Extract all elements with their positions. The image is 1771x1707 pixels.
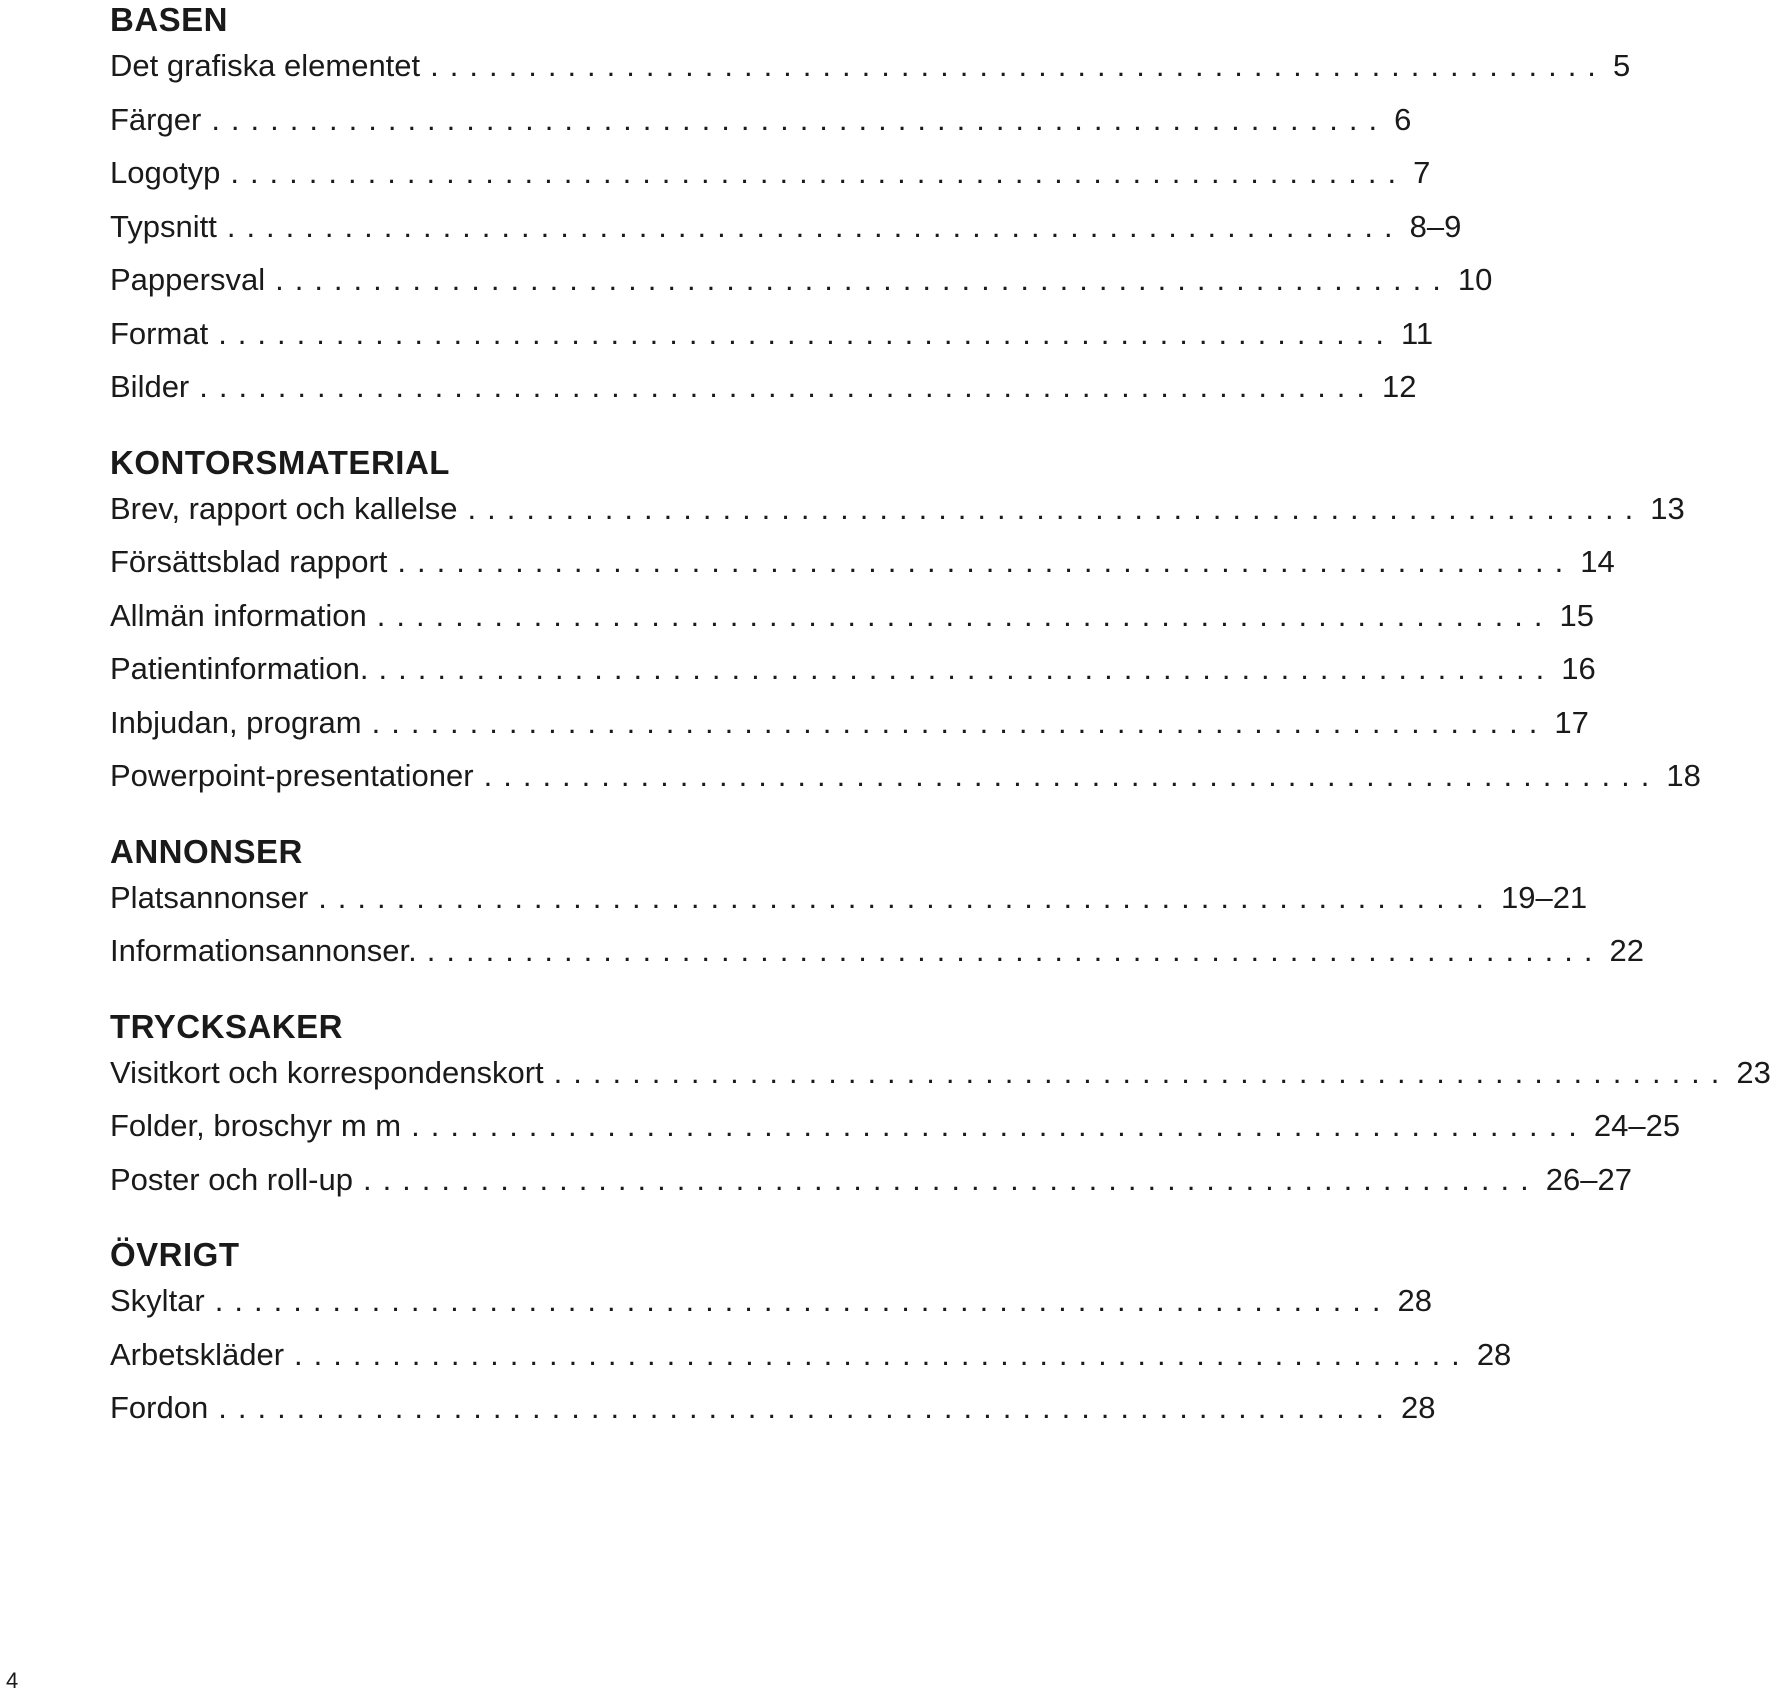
entry-page-number: 7 [1413,155,1431,190]
toc-entry [110,489,1685,543]
entry-title: Arbetskläder [110,1336,285,1372]
toc-entry [110,207,1462,261]
entry-page-number: 24–25 [1593,1108,1681,1143]
entry-page-number: 11 [1400,315,1434,351]
entry-title: Informationsannonser. [110,933,417,968]
toc-entry [110,367,1417,421]
section-heading: KONTORSMATERIAL [110,443,450,481]
dot-leader: ............................................................ [214,1283,1392,1318]
dot-leader: ............................................................ [218,315,1395,351]
toc-entry [110,100,1412,154]
entry-page-number: 13 [1650,490,1685,526]
toc-section-trycksaker [110,1007,1771,1214]
section-heading: TRYCKSAKER [110,1007,343,1045]
dot-leader: ............................................................ [318,879,1495,915]
dot-leader: ............................................................ [430,48,1607,83]
dot-leader: ............................................................ [226,208,1404,244]
toc-entry [110,596,1594,650]
entry-title: Allmän information [110,597,367,633]
toc-entry [110,1160,1632,1214]
dot-leader: ............................................................ [362,1161,1540,1197]
table-of-contents [110,0,1771,1464]
entry-title: Powerpoint-presentationer [110,758,474,793]
entry-page-number: 6 [1394,101,1412,137]
page-number: 4 [6,1668,19,1693]
dot-leader: ............................................................ [426,933,1604,968]
toc-entry [110,314,1434,368]
dot-leader: ............................................................ [553,1054,1731,1090]
entry-title: Visitkort och korrespondenskort [110,1054,544,1090]
section-heading: BASEN [110,1,229,38]
entry-title: Format [110,315,209,351]
entry-page-number: 19–21 [1500,879,1588,915]
entry-title: Patientinformation. [110,651,369,686]
entry-page-number: 28 [1476,1336,1512,1372]
toc-section-basen [110,0,1631,421]
entry-title: Inbjudan, program [110,704,362,740]
toc-entry [110,703,1589,757]
section-heading: ÖVRIGT [110,1236,240,1273]
entry-title: Platsannonser [110,879,309,915]
dot-leader: ............................................................ [483,758,1661,793]
entry-page-number: 28 [1397,1283,1433,1318]
entry-title: Försättsblad rapport [110,544,388,579]
toc-entry [110,542,1615,596]
dot-leader: ............................................................ [218,1390,1396,1425]
toc-entry [110,1335,1512,1389]
dot-leader: ............................................................ [411,1108,1588,1143]
toc-section-ovrigt [110,1235,1512,1442]
toc-entry [110,1281,1433,1335]
toc-entry [110,649,1596,703]
toc-entry [110,153,1431,207]
toc-section-annonser [110,832,1645,985]
dot-leader: ............................................................ [199,369,1377,404]
entry-title: Brev, rapport och kallelse [110,490,458,526]
entry-title: Färger [110,101,202,137]
toc-entry [110,46,1631,100]
entry-title: Skyltar [110,1283,205,1318]
entry-page-number: 26–27 [1545,1161,1632,1197]
toc-entry [110,1388,1436,1442]
entry-page-number: 5 [1612,48,1631,83]
dot-leader: ............................................................ [371,704,1549,740]
entry-title: Logotyp [110,155,221,190]
dot-leader: ............................................................ [378,651,1556,686]
entry-title: Det grafiska elementet [110,48,421,83]
entry-page-number: 14 [1580,544,1615,579]
entry-title: Poster och roll-up [110,1161,353,1197]
entry-page-number: 17 [1554,704,1589,740]
section-heading: ANNONSER [110,832,303,870]
entry-title: Typsnitt [110,208,217,244]
entry-page-number: 23 [1736,1054,1771,1090]
entry-page-number: 18 [1666,758,1701,793]
dot-leader: ............................................................ [230,155,1408,190]
toc-entry [110,931,1645,985]
entry-page-number: 8–9 [1409,208,1462,244]
toc-entry [110,1053,1771,1107]
entry-title: Folder, broschyr m m [110,1108,402,1143]
entry-page-number: 15 [1559,597,1594,633]
entry-page-number: 10 [1457,262,1493,297]
dot-leader: ............................................................ [376,597,1554,633]
dot-leader: ............................................................ [211,101,1389,137]
toc-entry [110,756,1701,810]
toc-section-kontorsmaterial [110,443,1701,810]
entry-title: Bilder [110,369,190,404]
entry-page-number: 16 [1561,651,1596,686]
toc-entry [110,878,1588,932]
entry-page-number: 12 [1382,369,1417,404]
toc-entry [110,260,1493,314]
entry-page-number: 22 [1609,933,1645,968]
dot-leader: ............................................................ [294,1336,1471,1372]
dot-leader: ............................................................ [275,262,1452,297]
dot-leader: ............................................................ [397,544,1575,579]
entry-page-number: 28 [1401,1390,1436,1425]
entry-title: Fordon [110,1390,209,1425]
toc-entry [110,1106,1681,1160]
dot-leader: ............................................................ [467,490,1645,526]
entry-title: Pappersval [110,262,266,297]
